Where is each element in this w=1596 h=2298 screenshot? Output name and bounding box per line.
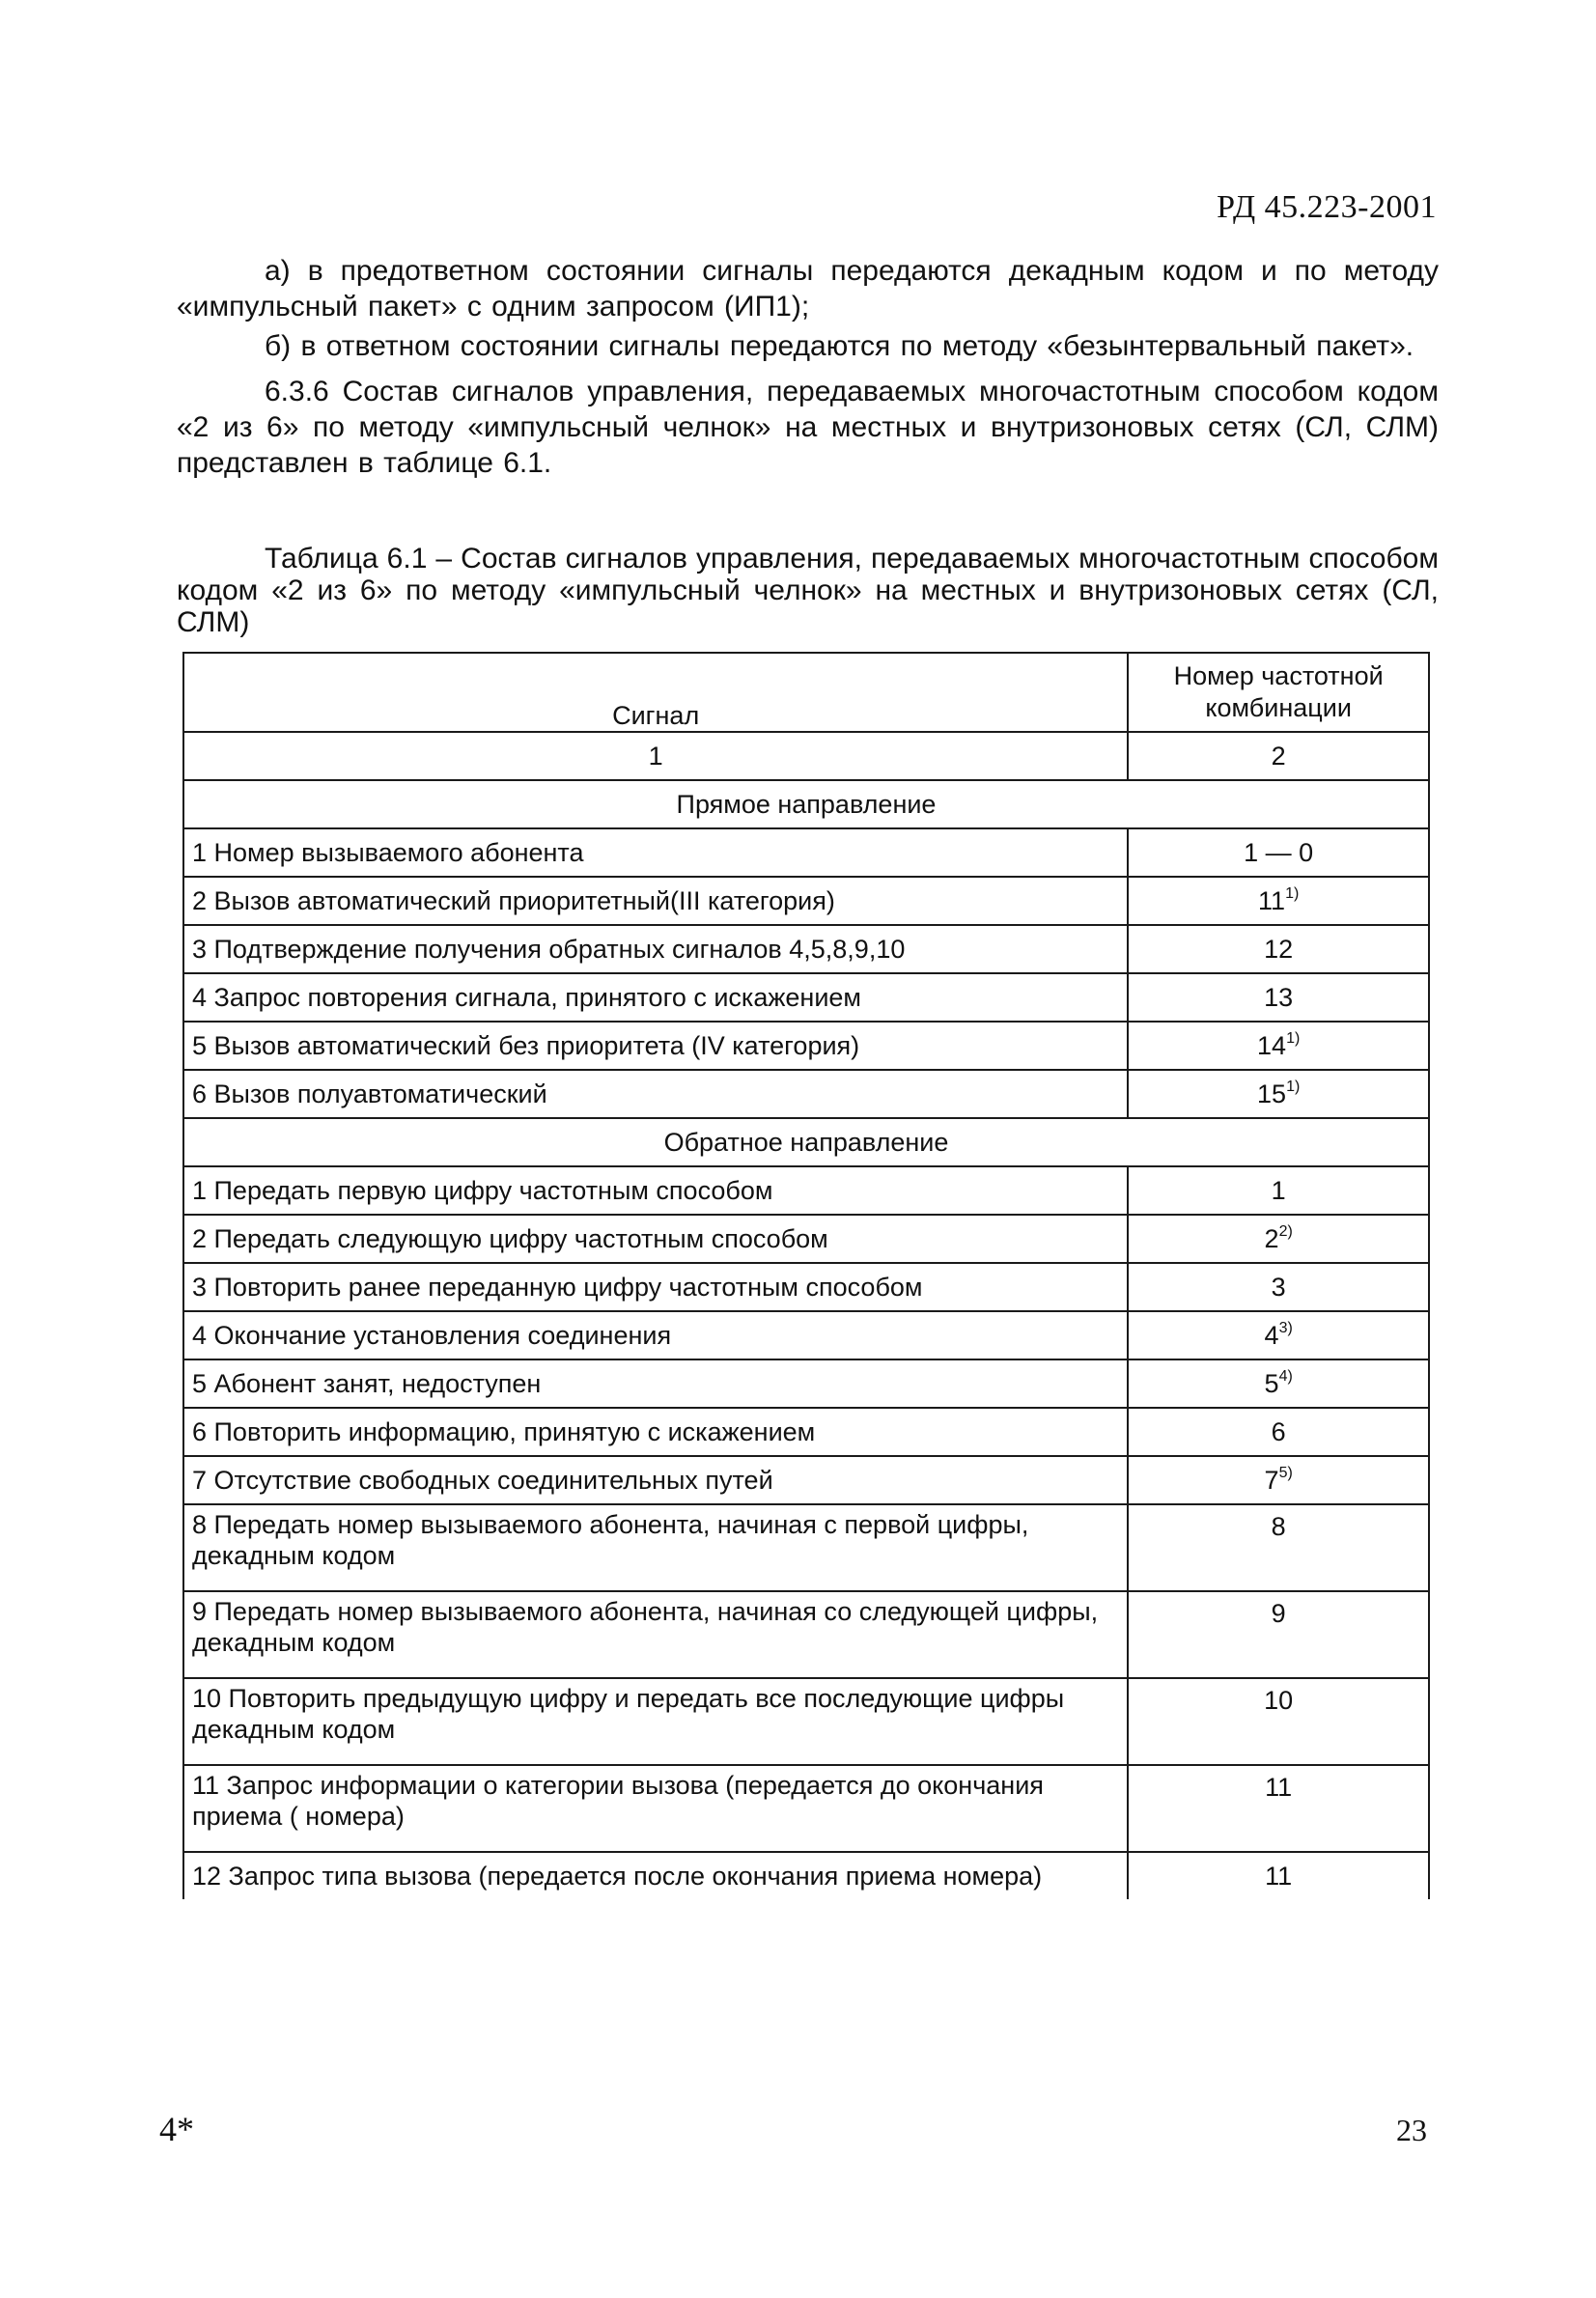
page-number: 23 <box>1396 2113 1427 2147</box>
section-forward-row <box>183 780 1429 828</box>
signal-cell: 5 Вызов автоматический без приоритета (IV категория) <box>183 1022 1128 1070</box>
table-row <box>183 1408 1429 1456</box>
code-value: 1 <box>1271 1176 1286 1205</box>
code-cell <box>1128 877 1429 925</box>
table-row <box>183 877 1429 925</box>
code-value: 8 <box>1271 1512 1286 1541</box>
code-value: 4 <box>1264 1321 1279 1350</box>
code-value: 15 <box>1257 1079 1287 1108</box>
paragraph-6-3-6: 6.3.6 Состав сигналов управления, передаваемых многочастотным способом кодом «2 из 6» по методу «импульсный челнок» на местных и внутризоновых сетях (СЛ, СЛМ) представлен в таблице 6.1. <box>177 376 1439 479</box>
footnote-mark: 2) <box>1278 1223 1293 1240</box>
code-cell <box>1128 1591 1429 1678</box>
code-value: 10 <box>1264 1686 1294 1715</box>
section-backward-row <box>183 1118 1429 1166</box>
code-cell <box>1128 1263 1429 1311</box>
footnote-mark: 4) <box>1278 1368 1293 1385</box>
code-cell <box>1128 1765 1429 1852</box>
signal-cell: 7 Отсутствие свободных соединительных путей <box>183 1456 1128 1504</box>
code-cell <box>1128 1852 1429 1899</box>
signal-cell: 1 Номер вызываемого абонента <box>183 828 1128 877</box>
signals-table <box>182 652 1430 1899</box>
header-code-line-1: Номер частотной <box>1173 661 1384 690</box>
footnote-mark: 1) <box>1286 1030 1301 1047</box>
code-value: 11 <box>1258 886 1286 915</box>
table-row <box>183 1022 1429 1070</box>
header-code <box>1128 653 1429 732</box>
table-row <box>183 1359 1429 1408</box>
signal-cell: 8 Передать номер вызываемого абонента, начиная с первой цифры, декадным кодом <box>183 1504 1128 1591</box>
paragraph-b: б) в ответном состоянии сигналы передаются по методу «безынтервальный пакет». <box>265 330 1414 362</box>
table-caption: Таблица 6.1 – Состав сигналов управления, передаваемых многочастотным способом кодом «2 из 6» по методу «импульсный челнок» на местных и внутризоновых сетях (СЛ, СЛМ) <box>177 543 1439 638</box>
table-row <box>183 1263 1429 1311</box>
signal-cell: 4 Запрос повторения сигнала, принятого с искажением <box>183 973 1128 1022</box>
column-number-1: 1 <box>183 732 1128 780</box>
table-row <box>183 1591 1429 1678</box>
table-row <box>183 1166 1429 1215</box>
table-row <box>183 1678 1429 1765</box>
signal-cell: 5 Абонент занят, недоступен <box>183 1359 1128 1408</box>
code-value: 7 <box>1264 1466 1279 1495</box>
intro-text <box>177 253 1439 481</box>
backward-rows <box>183 1166 1429 1899</box>
code-cell <box>1128 925 1429 973</box>
table-row <box>183 1215 1429 1263</box>
table-row <box>183 973 1429 1022</box>
code-cell <box>1128 1070 1429 1118</box>
code-cell <box>1128 1504 1429 1591</box>
signal-cell: 9 Передать номер вызываемого абонента, начиная со следующей цифры, декадным кодом <box>183 1591 1128 1678</box>
footnote-mark: 3) <box>1278 1320 1293 1336</box>
code-cell <box>1128 1311 1429 1359</box>
code-cell <box>1128 1359 1429 1408</box>
code-cell <box>1128 1166 1429 1215</box>
code-value: 1 — 0 <box>1244 838 1314 867</box>
table-header-row <box>183 653 1429 732</box>
code-value: 12 <box>1264 935 1294 964</box>
signal-cell: 12 Запрос типа вызова (передается после окончания приема номера) <box>183 1852 1128 1899</box>
footnote-mark: 5) <box>1278 1465 1293 1481</box>
signal-cell: 11 Запрос информации о категории вызова (передается до окончания приема ( номера) <box>183 1765 1128 1852</box>
signal-cell: 2 Передать следующую цифру частотным способом <box>183 1215 1128 1263</box>
forward-rows <box>183 828 1429 1118</box>
table-row <box>183 828 1429 877</box>
table-row <box>183 925 1429 973</box>
code-cell <box>1128 1022 1429 1070</box>
code-value: 13 <box>1264 983 1294 1012</box>
code-value: 9 <box>1271 1599 1286 1628</box>
code-cell <box>1128 1408 1429 1456</box>
column-number-row <box>183 732 1429 780</box>
code-value: 6 <box>1271 1417 1286 1446</box>
signal-cell: 4 Окончание установления соединения <box>183 1311 1128 1359</box>
code-value: 14 <box>1257 1031 1287 1060</box>
code-value: 3 <box>1271 1273 1286 1302</box>
signal-cell: 6 Вызов полуавтоматический <box>183 1070 1128 1118</box>
table-row <box>183 1311 1429 1359</box>
table-row <box>183 1070 1429 1118</box>
code-value: 11 <box>1265 1773 1293 1802</box>
sheet-mark: 4* <box>159 2110 194 2148</box>
signal-cell: 3 Подтверждение получения обратных сигналов 4,5,8,9,10 <box>183 925 1128 973</box>
footnote-mark: 1) <box>1286 1079 1301 1095</box>
signal-cell: 2 Вызов автоматический приоритетный(III категория) <box>183 877 1128 925</box>
footnote-mark: 1) <box>1285 885 1300 902</box>
code-cell <box>1128 828 1429 877</box>
table-row <box>183 1852 1429 1899</box>
document-code: РД 45.223-2001 <box>1217 189 1437 225</box>
code-value: 11 <box>1265 1862 1293 1891</box>
paragraph-a: а) в предответном состоянии сигналы передаются декадным кодом и по методу «импульсный пакет» с одним запросом (ИП1); <box>177 255 1439 322</box>
section-backward-title: Обратное направление <box>183 1118 1429 1166</box>
signal-cell: 3 Повторить ранее переданную цифру частотным способом <box>183 1263 1128 1311</box>
signal-cell: 10 Повторить предыдущую цифру и передать все последующие цифры декадным кодом <box>183 1678 1128 1765</box>
code-cell <box>1128 1678 1429 1765</box>
table-row <box>183 1456 1429 1504</box>
code-cell <box>1128 1456 1429 1504</box>
signal-cell: 1 Передать первую цифру частотным способом <box>183 1166 1128 1215</box>
section-forward-title: Прямое направление <box>183 780 1429 828</box>
code-value: 5 <box>1264 1369 1279 1398</box>
signal-cell: 6 Повторить информацию, принятую с искажением <box>183 1408 1128 1456</box>
code-cell <box>1128 1215 1429 1263</box>
header-code-line-2: комбинации <box>1205 693 1352 722</box>
column-number-2: 2 <box>1128 732 1429 780</box>
code-cell <box>1128 973 1429 1022</box>
header-signal: Сигнал <box>183 653 1128 732</box>
table-row <box>183 1504 1429 1591</box>
table-row <box>183 1765 1429 1852</box>
code-value: 2 <box>1264 1224 1279 1253</box>
